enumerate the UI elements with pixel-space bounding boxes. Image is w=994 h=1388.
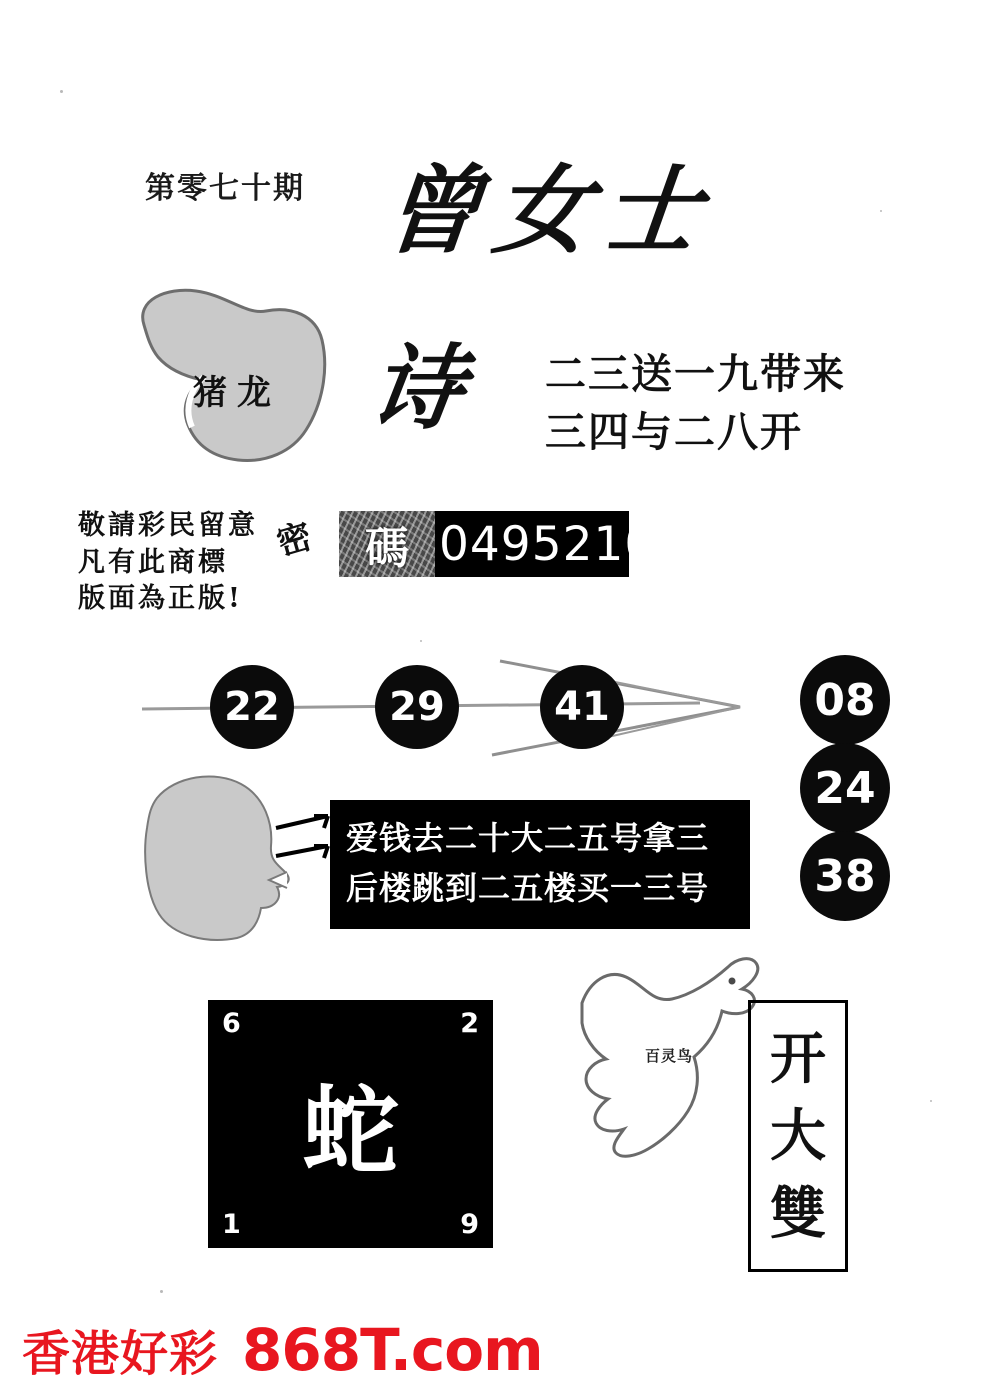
zodiac-animals: 猪龙 xyxy=(193,373,281,413)
code-glyph-box xyxy=(339,511,435,577)
scan-speckle xyxy=(880,210,882,212)
scan-speckle xyxy=(420,640,422,642)
scan-speckle xyxy=(60,90,63,93)
poem-line-1: 二三送一九带来 xyxy=(545,350,846,398)
card-corner-bottom-left: 1 xyxy=(222,1209,241,1240)
vertical-banner xyxy=(748,1000,848,1272)
card-center-character: 蛇 xyxy=(302,1074,399,1188)
issue-label: 第零七十期 xyxy=(145,171,305,206)
banner-char: 雙 xyxy=(770,1180,826,1247)
footer-brand xyxy=(22,1315,543,1384)
number-ball: 38 xyxy=(800,831,890,921)
number-ball: 41 xyxy=(540,665,624,749)
poem-character: 诗 xyxy=(363,334,471,442)
number-ball: 24 xyxy=(800,743,890,833)
card-corner-top-left: 6 xyxy=(222,1008,241,1039)
seal-stamp: 密 xyxy=(272,516,317,564)
number-ball: 08 xyxy=(800,655,890,745)
footer-brand-cn: 香港好彩 xyxy=(22,1326,219,1382)
banner-char: 开 xyxy=(770,1025,826,1092)
poem-line-2: 三四与二八开 xyxy=(545,408,803,457)
poem-lines xyxy=(545,345,846,461)
number-arrow-row xyxy=(140,645,820,770)
notice-line-3: 版面為正版! xyxy=(78,583,243,615)
code-digits: 0495210 xyxy=(439,516,656,572)
notice-block xyxy=(78,508,258,618)
code-bar xyxy=(339,511,656,577)
card-corner-top-right: 2 xyxy=(460,1008,479,1039)
zodiac-card xyxy=(208,1000,493,1248)
bird-label: 百灵鸟 xyxy=(645,1047,694,1065)
card-corner-bottom-right: 9 xyxy=(460,1209,479,1240)
quote-line-2: 后楼跳到二五楼买一三号 xyxy=(346,868,710,907)
scan-speckle xyxy=(160,1290,163,1293)
scan-speckle xyxy=(930,1100,932,1102)
number-ball: 22 xyxy=(210,665,294,749)
quote-line-1: 爱钱去二十大二五号拿三 xyxy=(346,819,710,857)
notice-line-1: 敬請彩民留意 xyxy=(78,510,258,541)
footer-site-url: 868T.com xyxy=(242,1316,543,1384)
code-glyph: 碼 xyxy=(365,523,409,574)
quote-box xyxy=(330,800,750,929)
brand-title: 曾女士 xyxy=(378,154,721,267)
number-ball: 29 xyxy=(375,665,459,749)
banner-char: 大 xyxy=(770,1103,826,1169)
notice-line-2: 凡有此商標 xyxy=(78,546,228,578)
